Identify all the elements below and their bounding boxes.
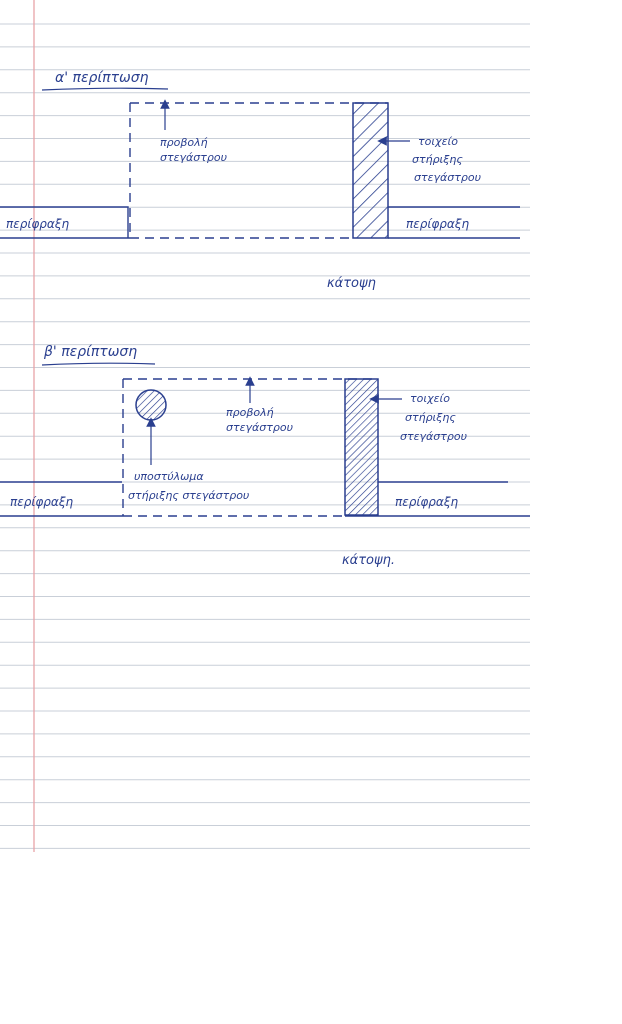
case-b-support-wall [345,379,378,515]
case-a-support-wall [353,103,388,238]
case-b-projection-label-2: στεγάστρου [226,421,293,434]
case-b-caption: κάτοψη. [342,553,395,568]
case-a-projection-label-1: προβολή [160,136,208,149]
case-b-diagram [0,344,530,568]
case-a-fence-right-label: περίφραξη [406,217,470,231]
case-a-wall-label-3: στεγάστρου [414,171,481,184]
case-a-projection-label-2: στεγάστρου [160,151,227,164]
case-a-wall-label-2: στήριξης [412,153,463,166]
case-b-heading: β' περίπτωση [44,344,138,360]
case-b-column-label-1: υποστύλωμα [134,470,204,483]
case-a-caption: κάτοψη [327,276,376,291]
case-b-wall-label-1: τοιχείο [410,392,450,405]
case-a-heading: α' περίπτωση [55,70,149,86]
case-b-support-column [136,390,166,420]
case-b-projection-label-1: προβολή [226,406,274,419]
case-b-heading-underline [42,363,155,365]
case-a-diagram [0,70,520,291]
case-b-wall-label-3: στεγάστρου [400,430,467,443]
case-a-fence-left-label: περίφραξη [6,217,70,231]
case-a-canopy-projection [130,103,388,238]
case-a-wall-label-1: τοιχείο [418,135,458,148]
case-a-heading-underline [42,88,168,90]
case-b-column-label-2: στήριξης στεγάστρου [128,489,250,502]
case-b-wall-label-2: στήριξης [405,411,456,424]
case-b-fence-right-label: περίφραξη [395,495,459,509]
case-b-fence-left-label: περίφραξη [10,495,74,509]
